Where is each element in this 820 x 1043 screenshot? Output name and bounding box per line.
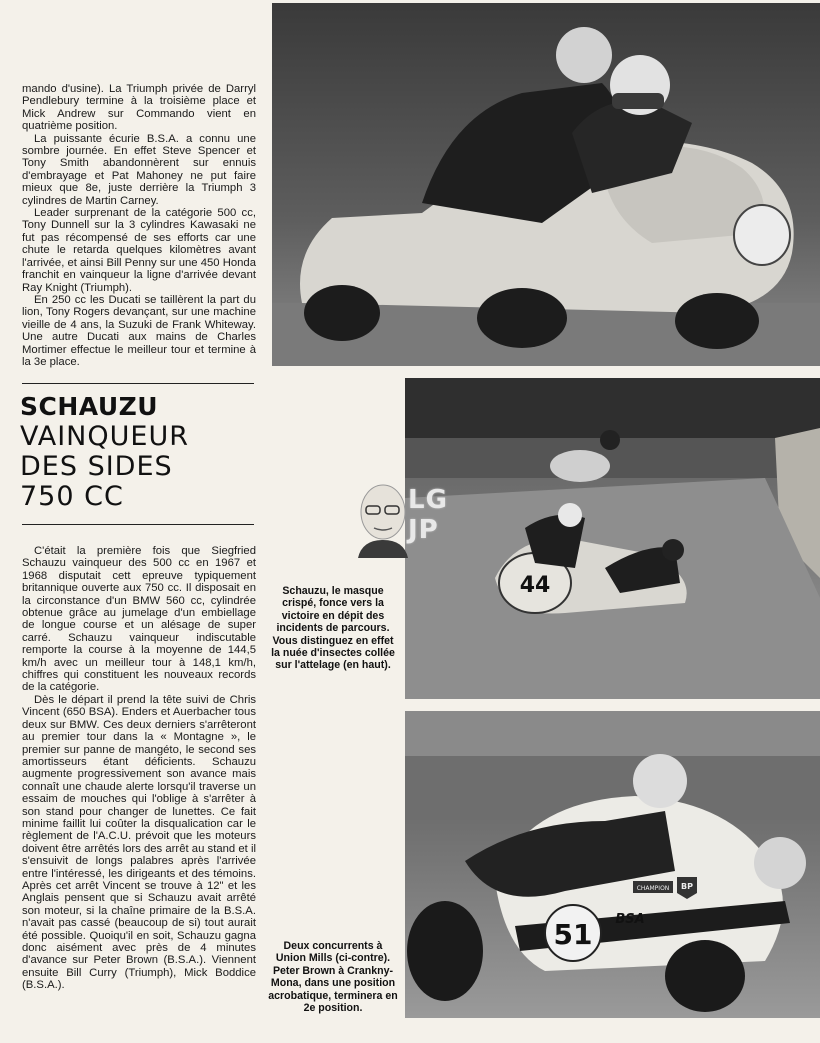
- photo-bsa-sidecar: [405, 711, 820, 1018]
- watermark-line: JP: [408, 515, 439, 545]
- photo-schauzu-track: [405, 378, 820, 699]
- headline-line: DES SIDES: [20, 451, 173, 482]
- brand-bsa: BSA: [615, 912, 645, 927]
- divider: [22, 524, 254, 525]
- headline-line: VAINQUEUR: [20, 421, 189, 452]
- paragraph: Dès le départ il prend la tête suivi de Chris Vincent (650 BSA). Enders et Auerbacher tous deux sur BMW. Ces deux derniers s'arrêteront au premier tour dans la « Montagne », le premier sur panne de mangéto, le second ses amortisseurs étant déficients. Schauzu augmente progressivement son avance mais connaît une chaude alerte lorsqu'il traverse un essaim de mouches qui l'oblige à s'arrêter à son stand pour changer de lunettes. Ce fait minime faillit lui coûter la disqualication car le règlement de l'A.C.U. prévoit que les moteurs doivent être arrêtés lors des arrêt au stand et il s'ensuivit de longs palabres après l'arrivée entre l'intéressé, les dirigeants et des témoins. Après cet arrêt Vincent se trouve à 12" et les Anglais pensent que si Schauzu avait arrêté son moteur, si la chaîne primaire de la B.S.A. n'avait pas cassé (beaucoup de si) tout aurait été possible. Quoiqu'il en soit, Schauzu gagna donc aisément avec près de 4 minutes d'avance sur Peter Brown (B.S.A.). Viennent ensuite Bill Curry (Triumph), Mick Boddice (B.S.A.).: [22, 693, 256, 992]
- paragraph: La puissante écurie B.S.A. a connu une sombre journée. En effet Steve Spencer et Tony Smith abandonnèrent sur ennuis d'embrayage et Pat Mahoney ne put faire mieux que 8e, juste derrière la Triumph 3 cylindres de Martin Carney.: [22, 132, 256, 207]
- race-number-51: 51: [553, 918, 593, 951]
- article-headline: [20, 392, 256, 512]
- paragraph: Leader surprenant de la catégorie 500 cc, Tony Dunnell sur la 3 cylindres Kawasaki ne fut pas récompensé de ses efforts car une chute le retarda quelques kilomètres avant l'arrivée, et ainsi Bill Penny sur une 450 Honda franchit en vainqueur la ligne d'arrivée devant Ray Knight (Triumph).: [22, 207, 256, 294]
- paragraph: En 250 cc les Ducati se taillèrent la part du lion, Tony Rogers devançant, sur une machine vieille de 4 ans, la Suzuki de Frank Whiteway. Une autre Ducati aux mains de Charles Mortimer effectue le meilleur tour et termine à la 3e place.: [22, 293, 256, 368]
- caption-middle-photo: Schauzu, le masque crispé, fonce vers la victoire en dépit des incidents de parcours. Vous distinguez en effet la nuée d'insectes collée sur l'attelage (en haut).: [271, 585, 395, 672]
- paragraph: C'était la première fois que Siegfried Schauzu vainqueur des 500 cc en 1967 et 1968 disputait cett epreuve typiquement britannique ouverte aux 750 cc. Il disposait en la circonstance d'un BMW 560 cc, cylindrée obtenue grâce au jumelage d'un embiellage de longue course et un alésage de super carré. Schauzu vainqueur indiscutable remporte la course à la moyenne de 144,5 km/h avec un meilleur tour à 148,1 km/h, chiffres qui constituent les nouveaux records de la catégorie.: [22, 545, 256, 694]
- sponsor-champion: CHAMPION: [636, 885, 670, 892]
- headline-line: 750 CC: [20, 481, 124, 512]
- watermark-logo: [408, 485, 466, 555]
- article-text-bottom: [22, 545, 256, 992]
- caption-bottom-photo: Deux concurrents à Union Mills (ci-contre). Peter Brown à Crankny-Mona, dans une position acrobatique, terminera en 2e position.: [268, 940, 398, 1015]
- divider: [22, 383, 254, 384]
- sponsor-bp: BP: [681, 882, 693, 891]
- paragraph: mando d'usine). La Triumph privée de Darryl Pendlebury termine à la troisième place et Mick Andrew sur Commando vient en quatrième position.: [22, 83, 256, 133]
- portrait-schauzu: [352, 478, 414, 558]
- article-text-top: [22, 83, 256, 368]
- race-number-44: 44: [519, 573, 551, 598]
- photo-sidecar-top: [272, 3, 820, 366]
- watermark-line: LG: [408, 485, 448, 515]
- headline-line: SCHAUZU: [20, 392, 159, 421]
